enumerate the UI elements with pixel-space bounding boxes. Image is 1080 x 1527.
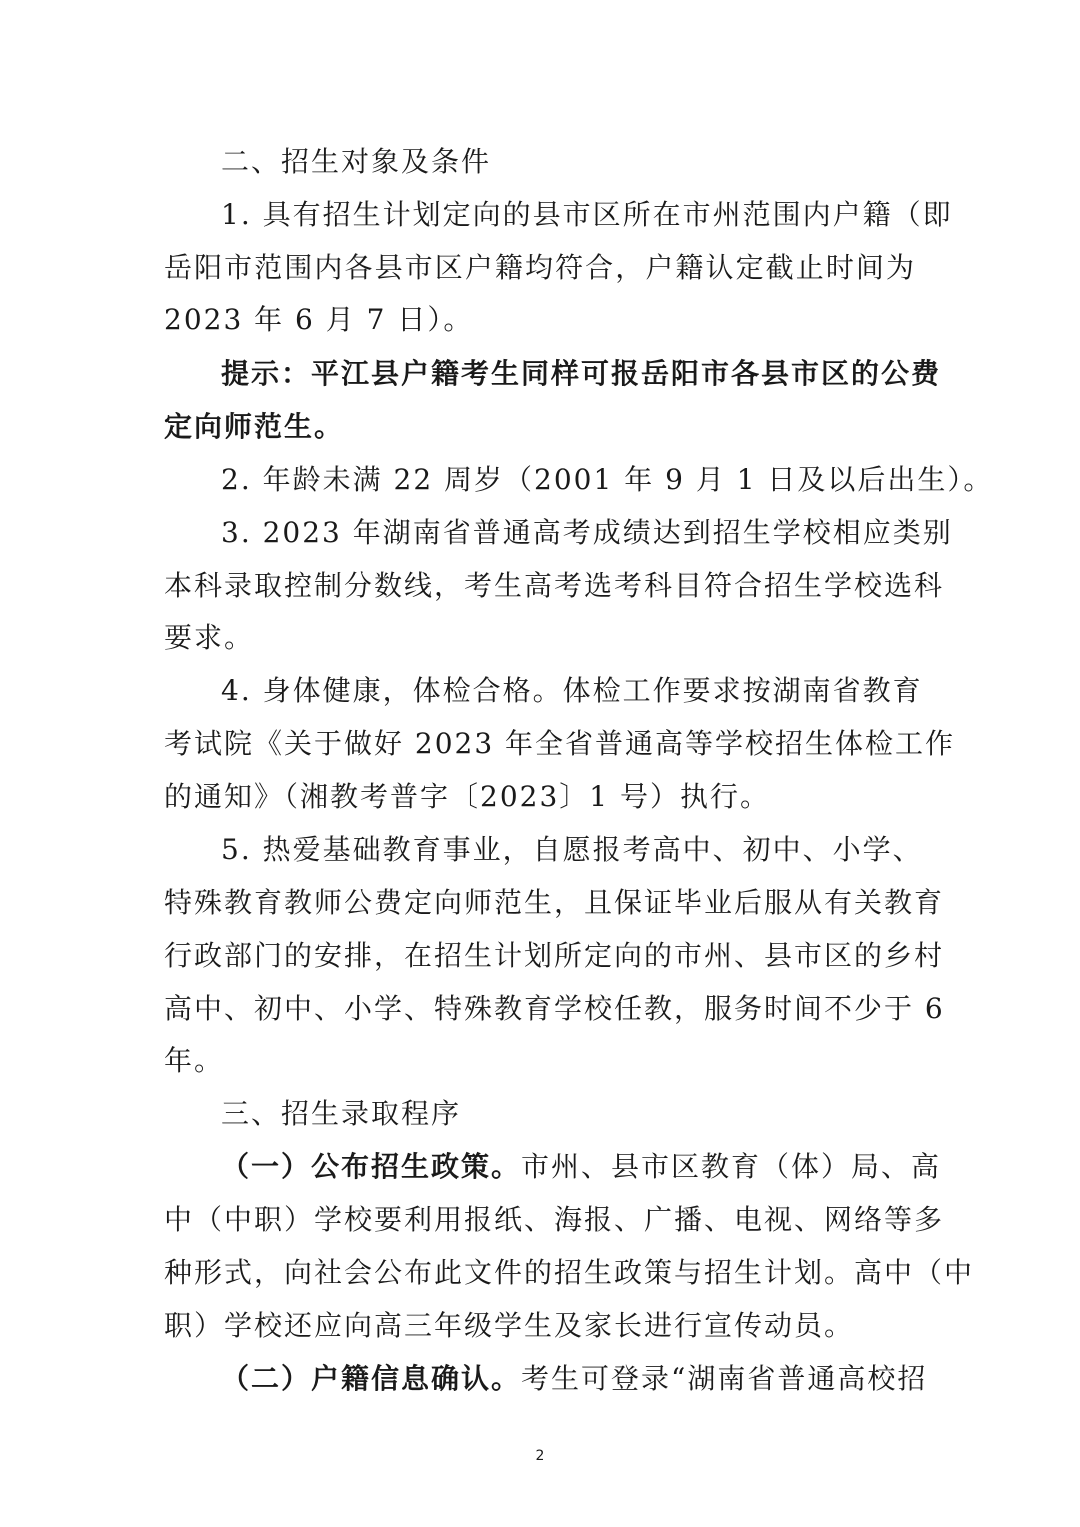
procedure-1-line-4: 职）学校还应向高三年级学生及家长进行宣传动员。 (164, 1309, 855, 1342)
condition-2-line-1: 2. 年龄未满 22 周岁（2001 年 9 月 1 日及以后出生）。 (221, 463, 994, 496)
condition-3-line-1: 3. 2023 年湖南省普通高考成绩达到招生学校相应类别 (221, 516, 953, 549)
condition-3-line-3: 要求。 (164, 621, 255, 654)
condition-3-line-2: 本科录取控制分数线，考生高考选考科目符合招生学校选科 (164, 569, 945, 602)
condition-5-line-2: 特殊教育教师公费定向师范生，且保证毕业后服从有关教育 (164, 886, 945, 919)
condition-5-line-4: 高中、初中、小学、特殊教育学校任教，服务时间不少于 6 (164, 992, 945, 1025)
condition-4-line-2: 考试院《关于做好 2023 年全省普通高等学校招生体检工作 (164, 727, 956, 760)
condition-1-line-2: 岳阳市范围内各县市区户籍均符合，户籍认定截止时间为 (164, 251, 916, 284)
procedure-2-title: （二）户籍信息确认。 (221, 1362, 522, 1395)
procedure-1-line-2: 中（中职）学校要利用报纸、海报、广播、电视、网络等多 (164, 1203, 945, 1236)
section-heading-2: 二、招生对象及条件 (221, 145, 492, 178)
tip-line-1: 提示：平江县户籍考生同样可报岳阳市各县市区的公费 (221, 357, 942, 390)
procedure-2-line-1 (221, 1359, 928, 1399)
condition-5-line-5: 年。 (164, 1044, 225, 1077)
procedure-1-text: 市州、县市区教育（体）局、高 (521, 1150, 942, 1183)
procedure-2-text: 考生可登录“湖南省普通高校招 (521, 1362, 928, 1395)
condition-1-line-1: 1. 具有招生计划定向的县市区所在市州范围内户籍（即 (221, 198, 953, 231)
section-heading-3: 三、招生录取程序 (221, 1097, 462, 1130)
condition-5-line-3: 行政部门的安排，在招生计划所定向的市州、县市区的乡村 (164, 939, 945, 972)
procedure-1-line-3: 种形式，向社会公布此文件的招生政策与招生计划。高中（中 (164, 1256, 975, 1289)
condition-4-line-3: 的通知》（湘教考普字〔2023〕1 号）执行。 (164, 780, 770, 813)
procedure-1-title: （一）公布招生政策。 (221, 1150, 522, 1183)
condition-4-line-1: 4. 身体健康，体检合格。体检工作要求按湖南省教育 (221, 674, 923, 707)
page-number: 2 (535, 1448, 545, 1464)
procedure-1-line-1 (221, 1147, 942, 1187)
condition-1-line-3: 2023 年 6 月 7 日）。 (164, 303, 474, 336)
condition-5-line-1: 5. 热爱基础教育事业，自愿报考高中、初中、小学、 (221, 833, 923, 866)
tip-line-2: 定向师范生。 (164, 410, 345, 443)
